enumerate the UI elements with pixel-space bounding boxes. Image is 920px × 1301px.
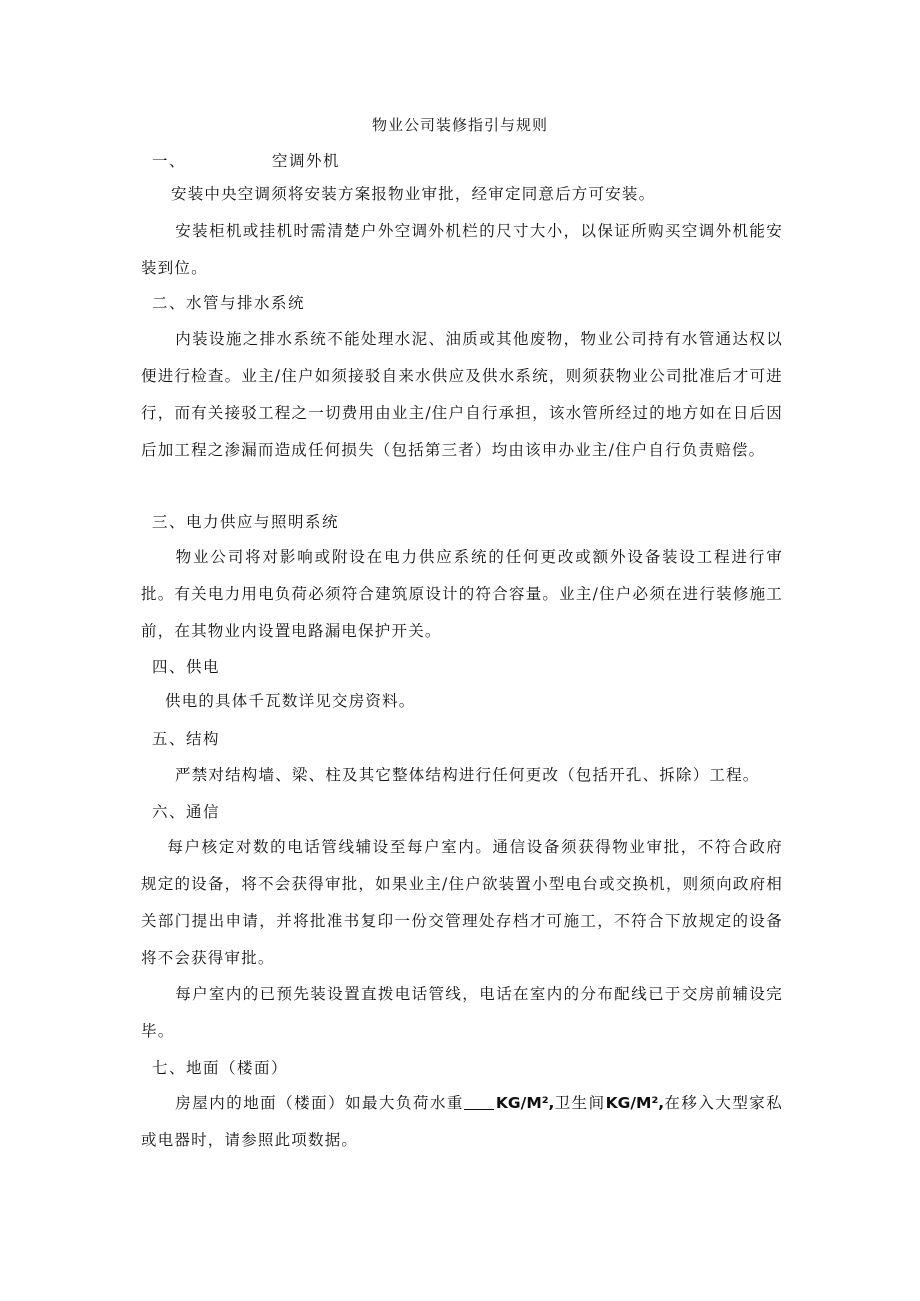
section-heading-6 bbox=[152, 800, 220, 822]
paragraph: 物业公司将对影响或附设在电力供应系统的任何更改或额外设备装设工程进行审批。有关电力用电负荷必须符合建筑原设计的符合容量。业主/住户必须在进行装修施工前，在其物业内设置电路漏电保护开关。 bbox=[141, 548, 783, 640]
paragraph: 供电的具体千瓦数详见交房资料。 bbox=[165, 692, 416, 710]
section-heading-5 bbox=[152, 727, 220, 749]
section-number: 三、 bbox=[152, 513, 187, 531]
page-title: 物业公司装修指引与规则 bbox=[371, 116, 548, 134]
section-title: 空调外机 bbox=[272, 152, 341, 170]
section-title: 供电 bbox=[186, 658, 221, 676]
paragraph: 每户室内的已预先装设置直拨电话管线，电话在室内的分布配线已于交房前辅设完毕。 bbox=[141, 985, 783, 1040]
section-title: 通信 bbox=[186, 803, 221, 821]
section-number: 五、 bbox=[152, 730, 187, 748]
section-heading-2 bbox=[152, 291, 305, 313]
paragraph: 安装中央空调须将安装方案报物业审批，经审定同意后方可安装。 bbox=[171, 185, 656, 203]
section-number: 七、 bbox=[152, 1059, 187, 1077]
section-heading-3 bbox=[152, 510, 339, 532]
paragraph: 安装柜机或挂机时需清楚户外空调外机栏的尺寸大小，以保证所购买空调外机能安装到位。 bbox=[141, 222, 783, 277]
paragraph: 每户核定对数的电话管线辅设至每户室内。通信设备须获得物业审批，不符合政府规定的设备，将不会获得审批，如果业主/住户欲装置小型电台或交换机，则须向政府相关部门提出申请，并将批准书复印一份交管理处存档才可施工，不符合下放规定的设备将不会获得审批。 bbox=[141, 838, 783, 967]
section-number: 四、 bbox=[152, 658, 187, 676]
section-title: 结构 bbox=[186, 730, 221, 748]
section-title: 水管与排水系统 bbox=[186, 294, 306, 312]
section-heading-7 bbox=[152, 1056, 288, 1078]
paragraph: 房屋内的地面（楼面）如最大负荷水重 KG/M²,卫生间KG/M²,在移入大型家私或电器时，请参照此项数据。 bbox=[141, 1094, 783, 1149]
section-number: 一、 bbox=[152, 152, 187, 170]
paragraph: 严禁对结构墙、梁、柱及其它整体结构进行任何更改（包括开孔、拆除）工程。 bbox=[175, 766, 760, 784]
section-title: 地面（楼面） bbox=[186, 1059, 289, 1077]
section-number: 二、 bbox=[152, 294, 187, 312]
section-heading-1 bbox=[152, 149, 340, 171]
section-title: 电力供应与照明系统 bbox=[186, 513, 340, 531]
section-heading-4 bbox=[152, 655, 220, 677]
section-number: 六、 bbox=[152, 803, 187, 821]
blank-fill-line bbox=[464, 1093, 494, 1110]
paragraph: 内装设施之排水系统不能处理水泥、油质或其他废物，物业公司持有水管通达权以便进行检查。业主/住户如须接驳自来水供应及供水系统，则须获物业公司批准后才可进行，而有关接驳工程之一切费用由业主/住户自行承担，该水管所经过的地方如在日后因后加工程之渗漏而造成任何损失（包括第三者）均由该申办业主/住户自行负责赔偿。 bbox=[141, 330, 783, 459]
